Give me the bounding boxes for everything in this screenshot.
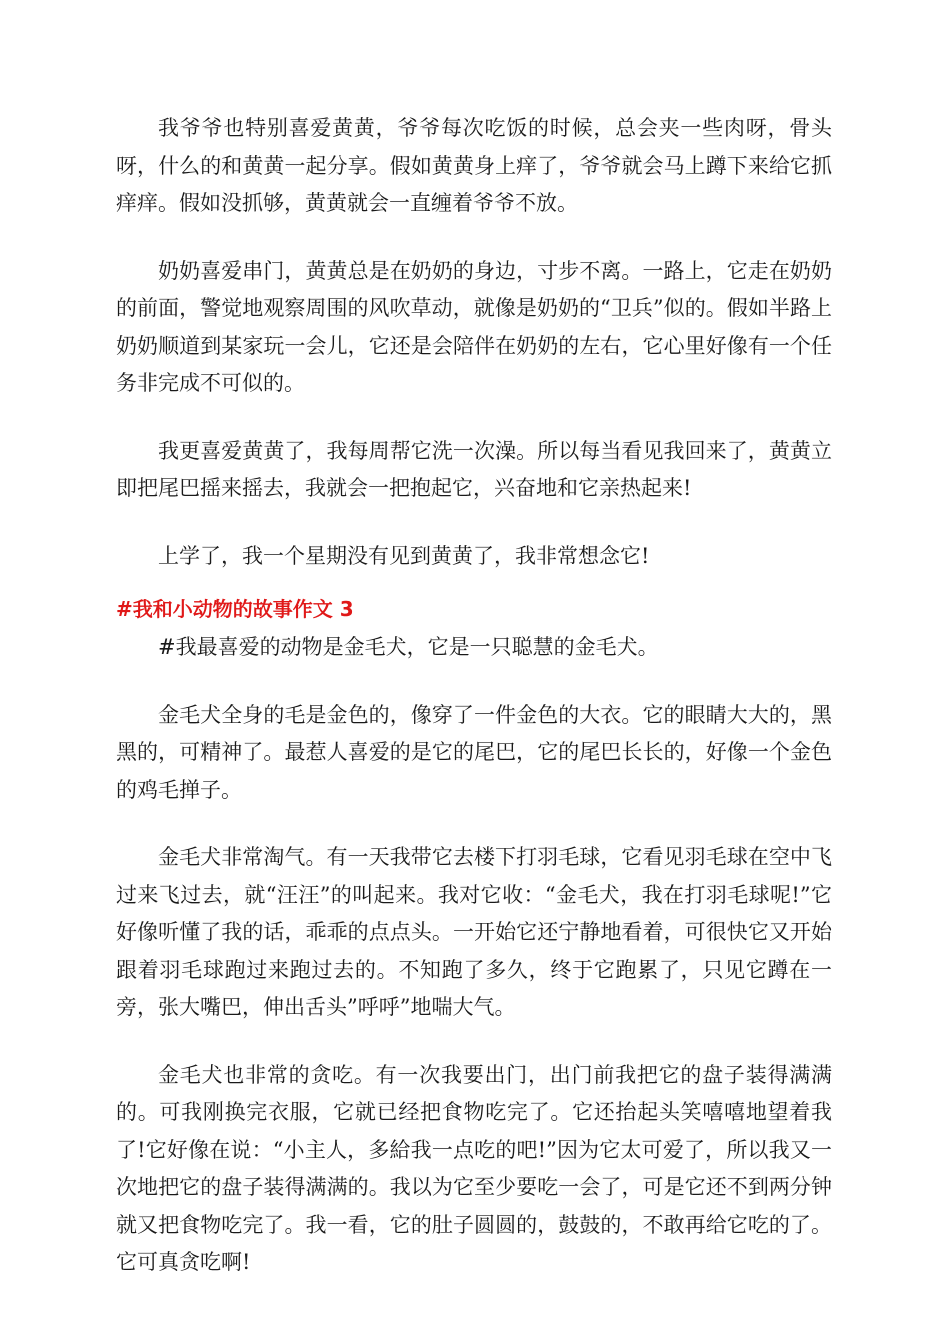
paragraph-appearance: 金毛犬全身的毛是金色的，像穿了一件金色的大衣。它的眼睛大大的，黑黑的，可精神了。最惹人喜爱的是它的尾巴，它的尾巴长长的，好像一个金色的鸡毛掸子。	[116, 702, 832, 802]
paragraph-grandpa: 我爷爷也特别喜爱黄黄，爷爷每次吃饭的时候，总会夹一些肉呀，骨头呀，什么的和黄黄一起分享。假如黄黄身上痒了，爷爷就会马上蹲下来给它抓痒痒。假如没抓够，黄黄就会一直缠着爷爷不放。	[116, 116, 832, 215]
paragraph-bath: 我更喜爱黄黄了，我每周帮它洗一次澡。所以每当看见我回来了，黄黄立即把尾巴摇来摇去，我就会一把抱起它，兴奋地和它亲热起来!	[116, 438, 832, 500]
paragraph-naughty: 金毛犬非常淘气。有一天我带它去楼下打羽毛球，它看见羽毛球在空中飞过来飞过去，就“汪汪”的叫起来。我对它收：“金毛犬，我在打羽毛球呢!”它好像听懂了我的话，乖乖的点点头。一开始它还宁静地看着，可很快它又开始跟着羽毛球跑过来跑过去的。不知跑了多久，终于它跑累了，只见它蹲在一旁，张大嘴巴，伸出舌头”呼呼”地喘大气。	[116, 845, 832, 1019]
paragraph-intro: #我最喜爱的动物是金毛犬，它是一只聪慧的金毛犬。	[158, 635, 659, 659]
section-title: #我和小动物的故事作文 3	[116, 597, 354, 621]
paragraph-miss: 上学了，我一个星期没有见到黄黄了，我非常想念它!	[158, 543, 650, 568]
paragraph-grandma: 奶奶喜爱串门，黄黄总是在奶奶的身边，寸步不离。一路上，它走在奶奶的前面，警觉地观察周围的风吹草动，就像是奶奶的“卫兵”似的。假如半路上奶奶顺道到某家玩一会儿，它还是会陪伴在奶奶的左右，它心里好像有一个任务非完成不可似的。	[116, 258, 832, 395]
paragraph-greedy: 金毛犬也非常的贪吃。有一次我要出门，出门前我把它的盘子装得满满的。可我刚换完衣服，它就已经把食物吃完了。它还抬起头笑嘻嘻地望着我了!它好像在说：“小主人，多給我一点吃的吧!”因为它太可爱了，所以我又一次地把它的盘子装得满满的。我以为它至少要吃一会了，可是它还不到两分钟就又把食物吃完了。我一看，它的肚子圆圆的，鼓鼓的，不敢再给它吃的了。它可真贪吃啊!	[116, 1062, 832, 1274]
document-page	[116, 110, 832, 1312]
